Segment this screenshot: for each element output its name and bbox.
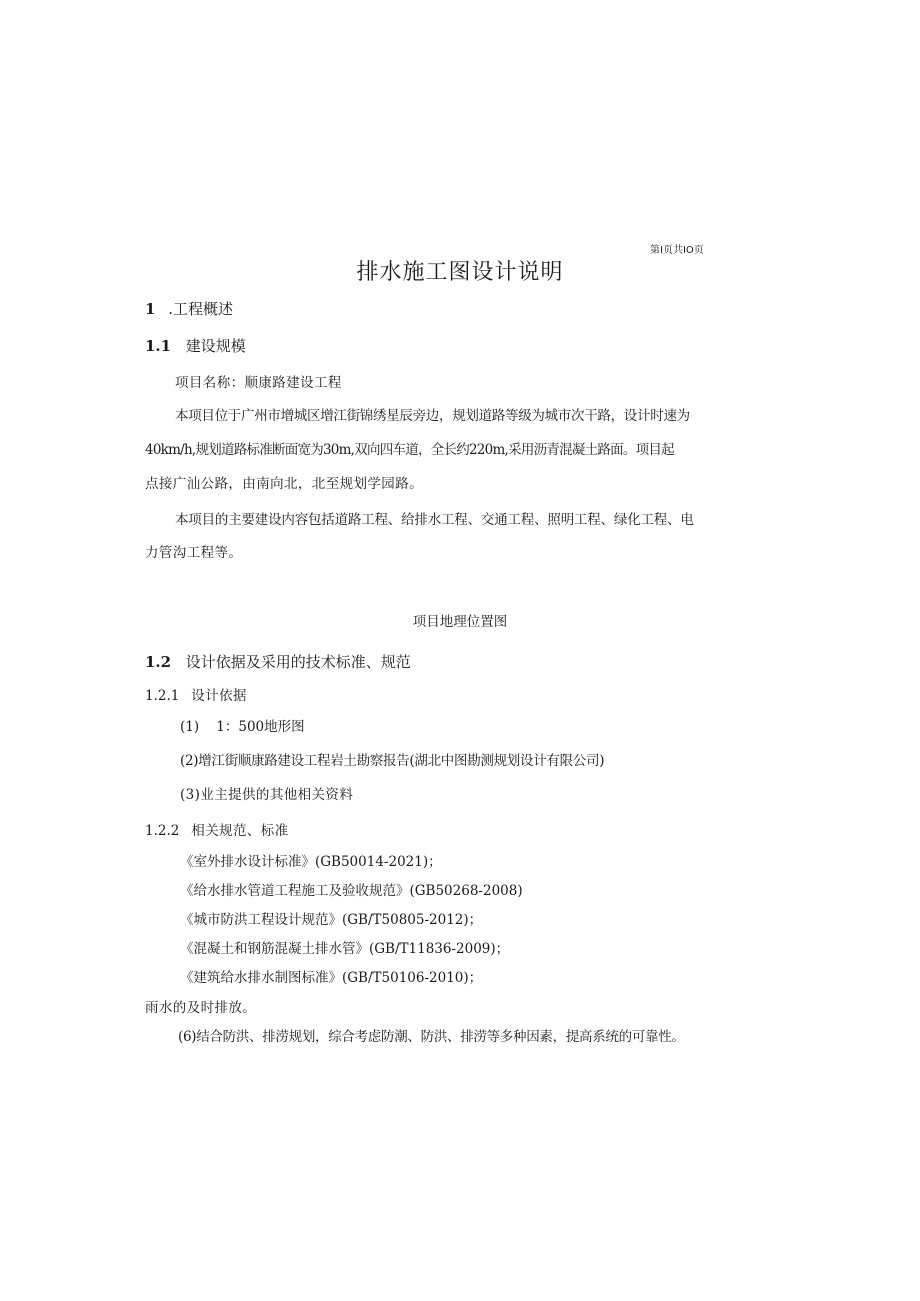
section-1-1-number: 1.1: [145, 337, 172, 355]
basis-item-6: (6)结合防洪、排涝规划，综合考虑防潮、防洪、排涝等多种因素，提高系统的可靠性。: [178, 1029, 685, 1045]
paragraph-1-line-1: 本项目位于广州市增城区增江街锦绣星辰旁边，规划道路等级为城市次干路，设计时速为: [175, 408, 690, 424]
figure-caption: 项目地理位置图: [412, 614, 508, 630]
section-1-title: .工程概述: [168, 300, 233, 318]
subsection-1-2-1-title: 设计依据: [191, 688, 247, 704]
subsection-1-2-2-heading: [145, 819, 289, 839]
basis-item-1: (1) 1：500地形图: [180, 719, 305, 735]
paragraph-1-line-2: 40km/h,规划道路标准断面宽为30m,双向四车道，全长约220m,采用沥青混凝土路面。项目起: [145, 442, 674, 458]
document-title: 排水施工图设计说明: [356, 260, 564, 285]
standard-item-4: 《混凝土和钢筋混凝土排水管》(GB/T11836-2009)；: [180, 941, 510, 957]
section-1-2-title: 设计依据及采用的技术标准、规范: [185, 653, 411, 671]
page-number: 第I页共IO页: [650, 245, 704, 256]
standard-item-5: 《建筑给水排水制图标准》(GB/T50106-2010)；: [180, 970, 483, 986]
project-name: 项目名称：顺康路建设工程: [175, 375, 342, 391]
text-fragment: 雨水的及时排放。: [145, 1000, 257, 1016]
subsection-1-2-2-number: 1.2.2: [145, 823, 180, 839]
subsection-1-2-1-number: 1.2.1: [145, 688, 180, 704]
paragraph-2-line-1: 本项目的主要建设内容包括道路工程、给排水工程、交通工程、照明工程、绿化工程、电: [175, 512, 694, 528]
subsection-1-2-2-title: 相关规范、标准: [191, 823, 289, 839]
standard-item-1: 《室外排水设计标准》(GB50014-2021)；: [180, 854, 442, 870]
basis-item-2: (2)增江街顺康路建设工程岩土勘察报告(湖北中图勘测规划设计有限公司): [180, 753, 605, 769]
standard-item-2: 《给水排水管道工程施工及验收规范》(GB50268-2008): [180, 883, 523, 899]
section-1-1-heading: [145, 335, 246, 356]
section-1-1-title: 建设规模: [185, 337, 246, 355]
section-1-heading: [145, 298, 233, 319]
section-1-2-number: 1.2: [145, 653, 172, 671]
standard-item-3: 《城市防洪工程设计规范》(GB/T50805-2012)；: [180, 912, 483, 928]
basis-item-3: (3)业主提供的其他相关资料: [180, 787, 354, 803]
paragraph-2-line-2: 力管沟工程等。: [145, 545, 243, 561]
paragraph-1-line-3: 点接广汕公路，由南向北，北至规划学园路。: [145, 476, 423, 492]
subsection-1-2-1-heading: [145, 684, 247, 704]
section-1-number: 1: [145, 300, 156, 318]
section-1-2-heading: [145, 651, 411, 672]
